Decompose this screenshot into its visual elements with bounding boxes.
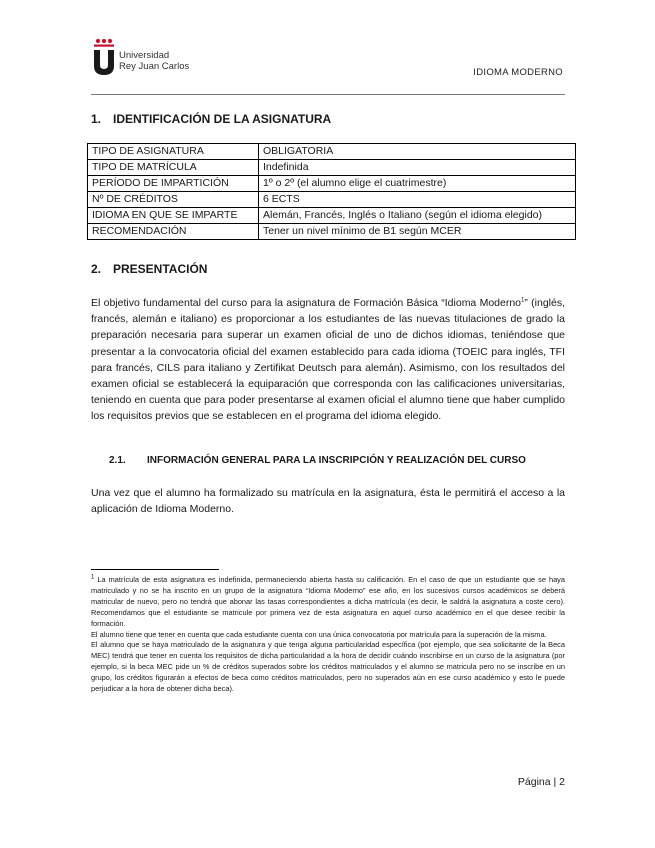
table-value: OBLIGATORIA <box>259 144 576 160</box>
page-header <box>91 38 565 95</box>
footnote-2: El alumno tiene que tener en cuenta que cada estudiante cuenta con una única convocatoria por matrícula para la superación de la misma. <box>91 629 547 639</box>
table-row <box>88 208 576 224</box>
table-row <box>88 160 576 176</box>
table-key: TIPO DE ASIGNATURA <box>88 144 259 160</box>
footnotes <box>91 575 565 695</box>
course-info-table <box>87 143 576 240</box>
section-2-number: 2. <box>91 262 102 276</box>
university-name <box>119 50 189 72</box>
page-number: Página | 2 <box>517 776 565 788</box>
university-logo <box>91 38 211 78</box>
footnote-1-text: La matrícula de esta asignatura es indefinida, permaneciendo abierta hasta su calificación. En el caso de que un estudiante que se haya matriculado y no se ha inscrito en un grupo de la asignatura “Idioma Moderno” ese año, en los sucesivos cursos académicos se deberá matricular de nuevo, pero no tendrá que abonar las tasas correspondientes a dicha matrícula (es decir, le saldrá la asignatura a coste cero). Recomendamos que el estudiante se matricule por primera vez de esta asignatura en aquel curso académico en el que desee recibir la formación. <box>91 575 565 628</box>
section-2-1-heading <box>109 455 526 466</box>
footnote-ref[interactable]: 1 <box>521 297 525 304</box>
subject-label: IDIOMA MODERNO <box>473 67 563 78</box>
section-1-title: IDENTIFICACIÓN DE LA ASIGNATURA <box>113 112 332 126</box>
section-2-1-number: 2.1. <box>109 455 126 466</box>
table-key: TIPO DE MATRÍCULA <box>88 160 259 176</box>
footnote-divider <box>91 569 219 570</box>
table-key: IDIOMA EN QUE SE IMPARTE <box>88 208 259 224</box>
footnote-1 <box>91 575 565 630</box>
section-1-heading <box>91 112 331 126</box>
section-2-heading <box>91 262 207 276</box>
section-2-title: PRESENTACIÓN <box>113 262 208 276</box>
table-row <box>88 224 576 240</box>
footnote-mark: 1 <box>91 574 95 581</box>
table-value: Alemán, Francés, Inglés o Italiano (según el idioma elegido) <box>259 208 576 224</box>
urjc-logo-icon <box>91 38 117 78</box>
section-1-number: 1. <box>91 112 102 126</box>
logo-line-1: Universidad <box>119 50 170 61</box>
table-row <box>88 176 576 192</box>
table-value: Indefinida <box>259 160 576 176</box>
table-value: Tener un nivel mínimo de B1 según MCER <box>259 224 576 240</box>
presentation-paragraph <box>91 295 565 425</box>
table-key: RECOMENDACIÓN <box>88 224 259 240</box>
table-key: Nº DE CRÉDITOS <box>88 192 259 208</box>
table-value: 1º o 2º (el alumno elige el cuatrimestre) <box>259 176 576 192</box>
presentation-text-1: El objetivo fundamental del curso para la asignatura de Formación Básica “Idioma Moderno <box>91 297 522 309</box>
section-2-1-title: INFORMACIÓN GENERAL PARA LA INSCRIPCIÓN Y REALIZACIÓN DEL CURSO <box>147 455 526 466</box>
footnote-3: El alumno que se haya matriculado de la asignatura y que tenga alguna particularidad específica (por ejemplo, que sea solicitante de la Beca MEC) tendrá que tener en cuenta los requisitos de dicha particularidad a la hora de decidir cuándo inscribirse en un curso de la asignatura (por ejemplo, si la beca MEC pide un % de créditos superados sobre los créditos matriculados y el alumno se matricula pero no se inscribe en un grupo, los créditos figurarán a efectos de beca como créditos matriculados, pero no superados aún en ese curso académico y esto le puede perjudicar a la hora de obtener dicha beca). <box>91 640 565 694</box>
table-value: 6 ECTS <box>259 192 576 208</box>
table-row <box>88 144 576 160</box>
table-key: PERÍODO DE IMPARTICIÓN <box>88 176 259 192</box>
inscription-paragraph: Una vez que el alumno ha formalizado su matrícula en la asignatura, ésta le permitirá el acceso a la aplicación de Idioma Moderno. <box>91 487 565 516</box>
presentation-text-2: ” (inglés, francés, alemán e italiano) es proporcionar a los estudiantes de las nuevas titulaciones de grado la preparación necesaria para superar un examen oficial de uno de dichos idiomas, teniéndose que presentar a la convocatoria oficial del examen establecido para cada idioma (TOEIC para inglés, TFI para francés, CILS para italiano y Zertifikat Deutsch para alemán). Asimismo, con los resultados del examen oficial se establecerá la equiparación que corresponda con las calificaciones universitarias, teniendo en cuenta que para poder presentarse al examen oficial el alumno tiene que haber cumplido los requisitos previos que se establecen en el programa del idioma elegido. <box>91 297 565 423</box>
table-row <box>88 192 576 208</box>
logo-line-2: Rey Juan Carlos <box>119 61 190 72</box>
